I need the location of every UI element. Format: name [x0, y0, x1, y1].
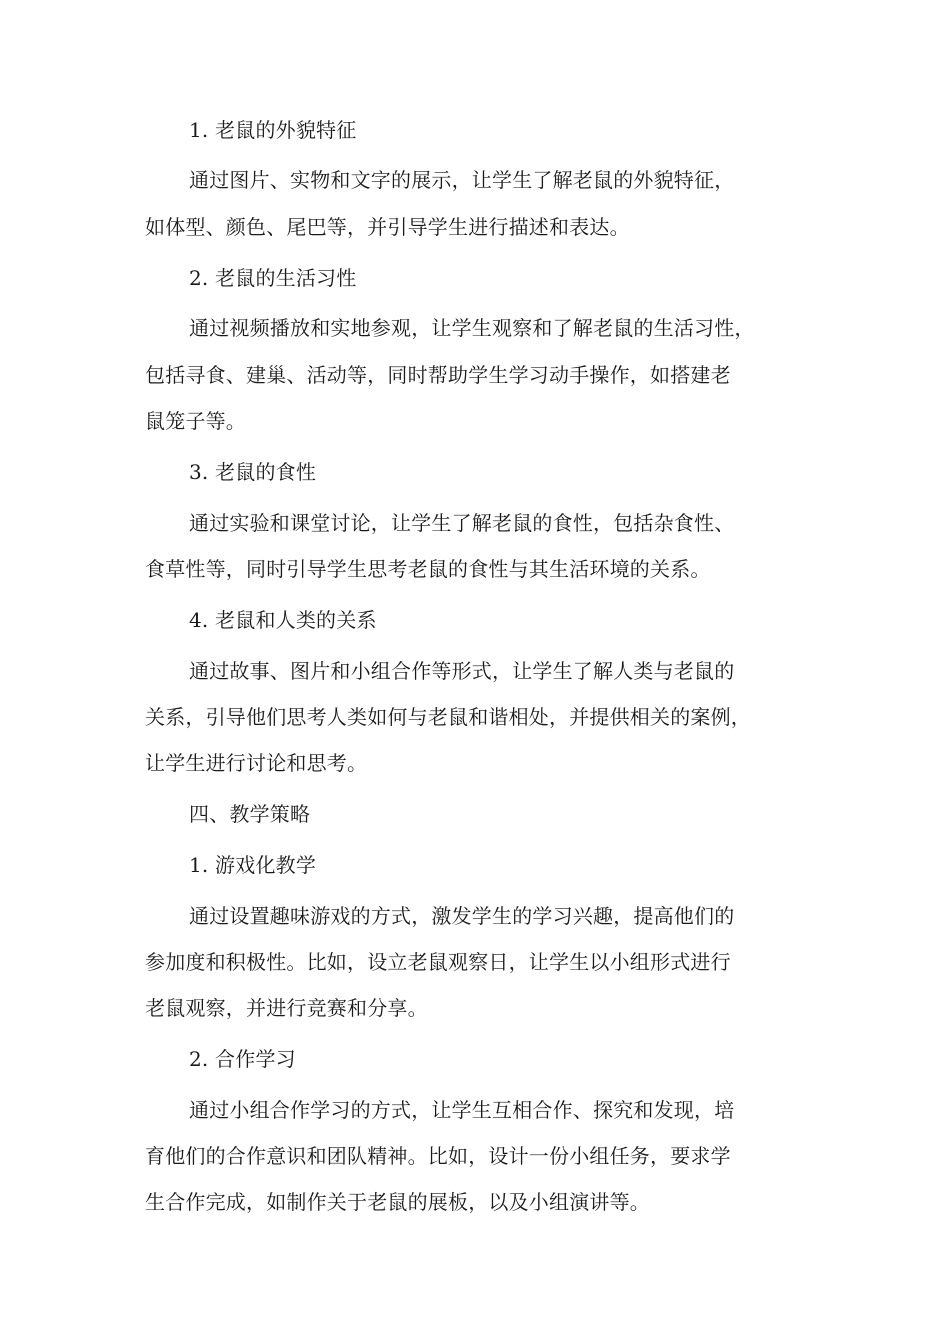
paragraph-line: 通过视频播放和实地参观，让学生观察和了解老鼠的生活习性， [189, 316, 755, 340]
paragraph-line: 生合作完成，如制作关于老鼠的展板，以及小组演讲等。 [145, 1190, 650, 1214]
paragraph-line: 通过故事、图片和小组合作等形式，让学生了解人类与老鼠的 [189, 659, 735, 683]
paragraph-line: 通过小组合作学习的方式，让学生互相合作、探究和发现，培 [189, 1098, 735, 1122]
paragraph-line: 育他们的合作意识和团队精神。比如，设计一份小组任务，要求学 [145, 1144, 731, 1168]
paragraph-line: 参加度和积极性。比如，设立老鼠观察日，让学生以小组形式进行 [145, 950, 731, 974]
paragraph-line: 通过图片、实物和文字的展示，让学生了解老鼠的外貌特征， [189, 168, 735, 192]
paragraph-line: 通过实验和课堂讨论，让学生了解老鼠的食性，包括杂食性、 [189, 511, 735, 535]
paragraph-line: 如体型、颜色、尾巴等，并引导学生进行描述和表达。 [145, 215, 630, 239]
section-heading: 3. 老鼠的食性 [189, 460, 317, 484]
section-heading: 1. 老鼠的外貌特征 [189, 118, 357, 142]
paragraph-line: 通过设置趣味游戏的方式，激发学生的学习兴趣，提高他们的 [189, 904, 735, 928]
paragraph-line: 老鼠观察，并进行竞赛和分享。 [145, 996, 428, 1020]
paragraph-line: 鼠笼子等。 [145, 409, 246, 433]
section-heading: 1. 游戏化教学 [189, 853, 317, 877]
paragraph-line: 包括寻食、建巢、活动等，同时帮助学生学习动手操作，如搭建老 [145, 363, 731, 387]
section-heading: 4. 老鼠和人类的关系 [189, 608, 377, 632]
paragraph-line: 让学生进行讨论和思考。 [145, 751, 368, 775]
part-title: 四、教学策略 [189, 802, 311, 826]
paragraph-line: 关系，引导他们思考人类如何与老鼠和谐相处，并提供相关的案例， [145, 705, 751, 729]
section-heading: 2. 合作学习 [189, 1047, 296, 1071]
section-heading: 2. 老鼠的生活习性 [189, 266, 357, 290]
paragraph-line: 食草性等，同时引导学生思考老鼠的食性与其生活环境的关系。 [145, 557, 711, 581]
